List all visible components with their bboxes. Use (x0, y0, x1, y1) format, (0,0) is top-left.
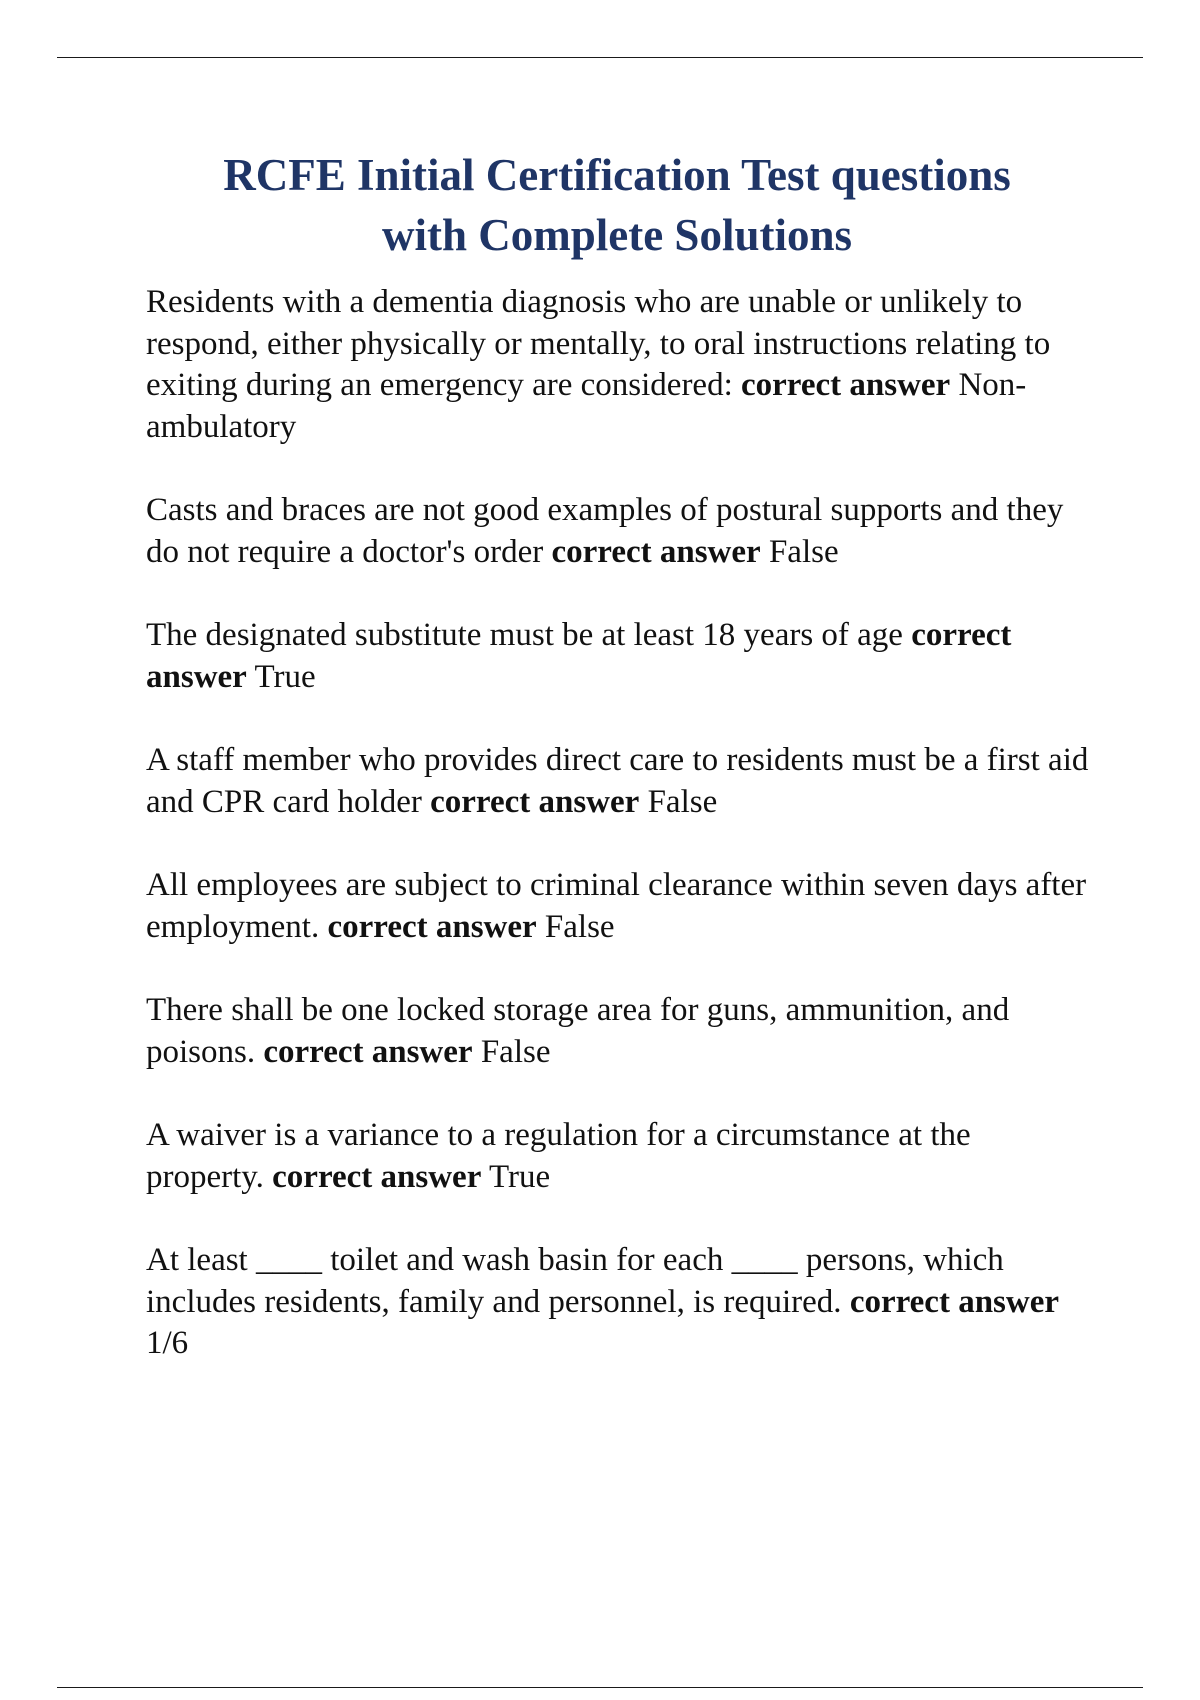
question-text: A staff member who provides direct care to residents must be a first aid and CPR card holder (146, 742, 1089, 820)
answer-text: 1/6 (146, 1325, 189, 1361)
qa-item (146, 865, 1096, 948)
answer-text: False (768, 533, 839, 570)
question-text: At least ____ toilet and wash basin for each ____ persons, which includes residents, family and personnel, is required. (146, 1242, 1004, 1320)
question-list (146, 282, 1096, 1407)
top-rule (57, 57, 1143, 58)
answer-label: correct answer (551, 533, 761, 570)
qa-item (146, 990, 1096, 1073)
qa-item (146, 282, 1096, 448)
bottom-rule (57, 1687, 1143, 1688)
answer-text: False (544, 908, 615, 945)
answer-label: correct answer (430, 783, 640, 820)
qa-item (146, 490, 1096, 573)
question-text: A waiver is a variance to a regulation for a circumstance at the property. (146, 1117, 971, 1195)
qa-item (146, 740, 1096, 823)
answer-text: False (480, 1033, 551, 1070)
answer-label: correct answer (849, 1283, 1060, 1320)
answer-label: correct answer (272, 1158, 482, 1195)
qa-item (146, 1115, 1096, 1198)
answer-text: False (647, 783, 718, 820)
question-text: Residents with a dementia diagnosis who are unable or unlikely to respond, either physically or mentally, to oral instructions relating to exiting during an emergency are considered: (146, 284, 1051, 403)
title-line-1: RCFE Initial Certification Test questions (223, 150, 1011, 200)
question-text: Casts and braces are not good examples of postural supports and they do not require a doctor's order (146, 492, 1064, 570)
question-text: All employees are subject to criminal clearance within seven days after employment. (146, 867, 1087, 945)
answer-label: correct answer (263, 1033, 473, 1070)
answer-label: correct answer (146, 617, 1012, 695)
question-text: The designated substitute must be at least 18 years of age (146, 617, 903, 653)
title-line-2: with Complete Solutions (381, 210, 853, 260)
answer-label: correct answer (741, 367, 951, 403)
answer-label: correct answer (327, 908, 537, 945)
answer-text: True (489, 1158, 551, 1195)
qa-item (146, 1240, 1096, 1365)
qa-item (146, 615, 1096, 698)
document-title (120, 145, 1114, 265)
question-text: There shall be one locked storage area for guns, ammunition, and poisons. (146, 992, 1010, 1070)
answer-text: True (254, 658, 316, 695)
answer-text: Non-ambulatory (146, 367, 1027, 445)
